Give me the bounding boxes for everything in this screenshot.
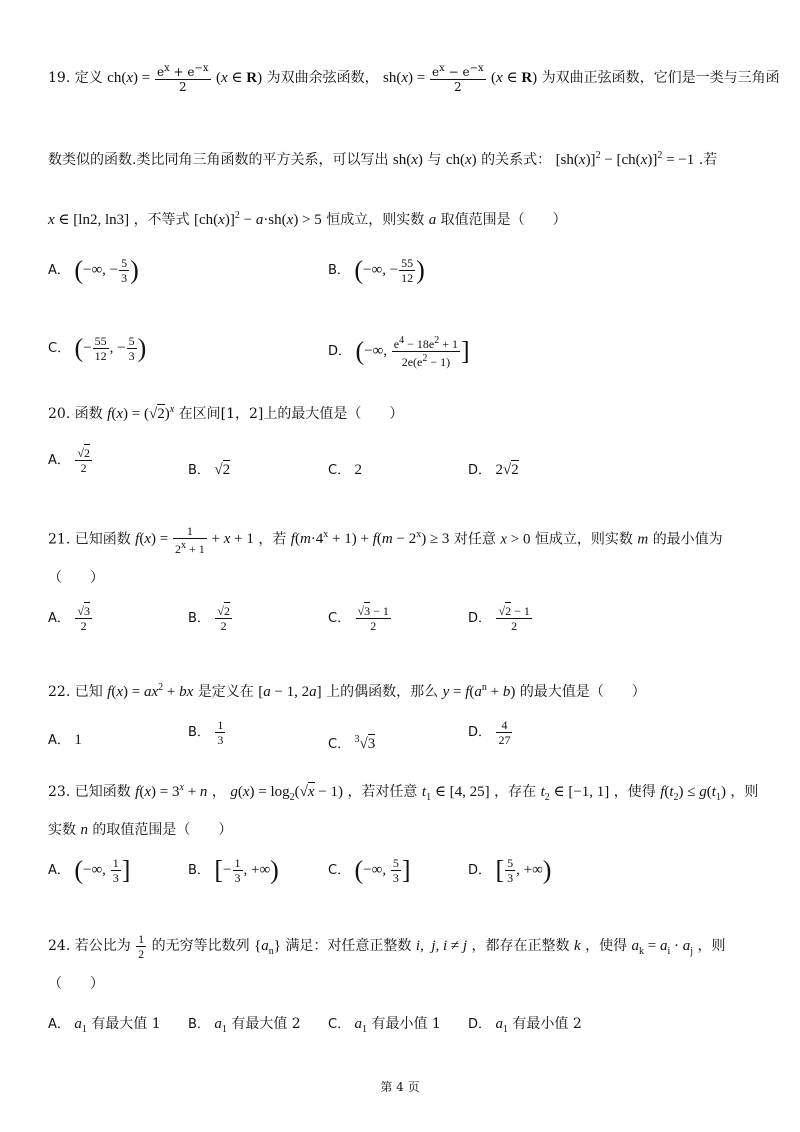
question-text: ，使得 [585,937,628,954]
question-text: 是定义在 [197,684,254,700]
option-d: D． [ $\frac{5}{3}$ , +∞) [468,855,552,885]
question-text: 对任意 [453,531,496,548]
question-text: 恒成立，则实数 [534,531,633,548]
question-text: 的关系式： [481,152,552,168]
option-c: C． 2 [328,462,363,478]
option-b: B． √2 [188,462,231,478]
option-c: C． $\frac{√3 - 1}{2}$ [328,604,389,633]
option-c: C． (−∞, $\frac{5}{3}$ ] [328,855,411,885]
option-d: D． $\frac{4}{27}$ [468,718,511,747]
formula-ch: ch(x) = [107,70,154,86]
option-c: C． (− $\frac{55}{12}$ , − $\frac{5}{3}$ ) [48,333,147,363]
question-text: 为双曲正弦函数，它们是一类与三角函 [541,70,780,86]
option-c: C． $^3$√3 [328,734,376,752]
formula-g: $g(x) = \log_2(√x - 1)$ [230,784,343,803]
question-20-line-1 [48,400,403,424]
option-d: D． $\frac{√2 - 1}{2}$ [468,604,530,633]
formula-fraction: $\frac{e^x - e^{-x}}{2}$ [432,63,484,94]
question-text: ，若对任意 [347,784,418,800]
option-a: A． (−∞, − $\frac{5}{3}$ ) [48,255,139,285]
question-text: .若 [698,152,718,168]
question-text: 实数 [48,822,76,838]
option-a: A． $a_1$ 有最大值 1 [48,1016,161,1035]
question-number: 20. [48,406,71,422]
option-c: C． $a_1$ 有最小值 1 [328,1016,441,1035]
formula-f: $f(x) = 3^x + n$ [135,782,208,800]
option-a: A． $\frac{√3}{2}$ [48,604,90,633]
question-number: 23. [48,784,71,800]
question-text: 与 [427,152,442,168]
question-22-line-1: 22. 已知 $f(x) = ax^2$ + bx 是定义在 [a − 1, 2a] 上的偶函数，那么 $y = f(a^n + b)$ 的最大值是（ ） [48,682,646,700]
question-19-line-2: 数类似的函数.类比同角三角函数的平方关系，可以写出 sh(x) 与 ch(x) 的关系式： $[sh(x)]^2 - [ch(x)]^2 = -1$ .若 [48,150,718,168]
question-text: ，若 [258,531,287,548]
question-number: 24. [48,937,71,954]
option-d: D． (−∞, $\frac{e^4 - 18e^2 + 1}{2e(e^2 - 1)}$ ] [328,335,470,369]
question-text: 定义 [74,70,103,86]
option-a: A． (−∞, $\frac{1}{3}$ ] [48,855,131,885]
question-24-line-2 [48,974,104,994]
question-text: ，不等式 [133,212,190,228]
option-b: B． $\frac{√2}{2}$ [188,604,230,633]
question-text: 已知函数 [74,784,131,800]
question-text: 的最小值为 [652,531,723,548]
formula-f: $f(x) = (√2)^x$ [107,404,175,422]
question-text: ，都存在正整数 [471,937,570,954]
question-text: ，存在 [494,784,537,800]
question-text: 函数 [74,406,103,422]
question-number: 19. [48,70,71,86]
question-text: ， [211,784,226,800]
formula-fraction: $\frac{e^x + e^{-x}}{2}$ [156,63,209,94]
question-21-line-2 [48,568,104,588]
question-23-line-2: 实数 n 的取值范围是（ ） [48,822,233,838]
question-text: 上的偶函数，那么 [326,684,439,700]
question-text: 在区间[1，2]上的最大值是（ ） [178,406,404,422]
formula-f: $f(x) = ax^2$ + bx [107,682,194,700]
option-b: B． $a_1$ 有最大值 2 [188,1016,301,1035]
question-number: 22. [48,684,71,700]
option-a: A． $\frac{√2}{2}$ [48,446,90,475]
question-number: 21. [48,531,71,548]
question-text: 为双曲余弦函数， [266,70,379,86]
question-text: 若公比为 [74,937,131,954]
question-text: （ ） [48,976,104,992]
option-b: B． $\frac{1}{3}$ [188,718,224,747]
formula-identity: $[sh(x)]^2 - [ch(x)]^2 = -1$ [555,150,695,168]
question-text: ，则 [730,784,759,800]
option-d: D． 2√2 [468,462,519,478]
question-19-line-1: 19. 定义 ch(x) = $\frac{e^x + e^{-x}}{2}$ (x ∈ R) 为双曲余弦函数， sh(x) = $\frac{e^x - e^{-x}}{2}$ (x ∈ R) 为双曲正弦函数，它们是一类与三角函 [48,63,780,94]
option-a: A． 1 [48,732,82,748]
question-text: 恒成立，则实数 [326,212,425,228]
question-21-line-1: 21. 已知函数 f(x) = $\frac{1}{2^x + 1}$ + x + 1 ，若 $f(m\cdot 4^x + 1) + f(m - 2^x) \ge 3$ 对任意 x > 0 恒成立，则实数 m 的最小值为 [48,524,723,556]
formula-domain: x [48,212,55,228]
question-text: 的无穷等比数列 [151,937,250,954]
question-text: 数类似的函数.类比同角三角函数的平方关系，可以写出 [48,152,389,168]
formula-f: f(x) = $\frac{1}{2^x + 1}$ + x + 1 [135,524,254,556]
formula-condition: $f(m\cdot 4^x + 1) + f(m - 2^x) \ge 3$ [290,529,450,548]
question-text: 已知 [74,684,103,700]
question-23-line-1: 23. 已知函数 $f(x) = 3^x + n$ ， $g(x) = \log_2(√x - 1)$ ，若对任意 $t_1$ ∈ [4, 25] ，存在 $t_2$ ∈ [−1, 1] ，使得 $f(t_2) \le g(t_1)$ ，则 [48,782,759,803]
question-text: （ ） [48,570,104,586]
option-b: B． (−∞, − $\frac{55}{12}$ ) [328,255,425,285]
option-b: B． [− $\frac{1}{3}$ , +∞) [188,855,279,885]
question-19-line-3: x ∈ [ln2, ln3] ，不等式 $[ch(x)]^2 - a\cdot sh(x) > 5$ 恒成立，则实数 a 取值范围是（ ） [48,210,567,228]
formula-sh: sh(x) = [383,70,430,86]
question-24-line-1: 24. 若公比为 $\frac{1}{2}$ 的无穷等比数列 $\{a_n\}$ 满足：对任意正整数 i, j, i ≠ j ，都存在正整数 k ，使得 $a_k = a_i \cdot a_j$ ，则 [48,932,726,961]
page-number: 第 4 页 [380,1080,420,1094]
question-text: 的取值范围是（ ） [92,822,233,838]
question-text: 满足：对任意正整数 [285,937,412,954]
question-text: ，则 [697,937,726,954]
question-text: 取值范围是（ ） [440,212,567,228]
question-text: 的最大值是（ ） [519,684,646,700]
formula-inequality: $[ch(x)]^2 - a\cdot sh(x) > 5$ [194,210,322,228]
question-text: ，使得 [613,784,656,800]
option-d: D． $a_1$ 有最小值 2 [468,1016,582,1035]
question-text: 已知函数 [74,531,131,548]
